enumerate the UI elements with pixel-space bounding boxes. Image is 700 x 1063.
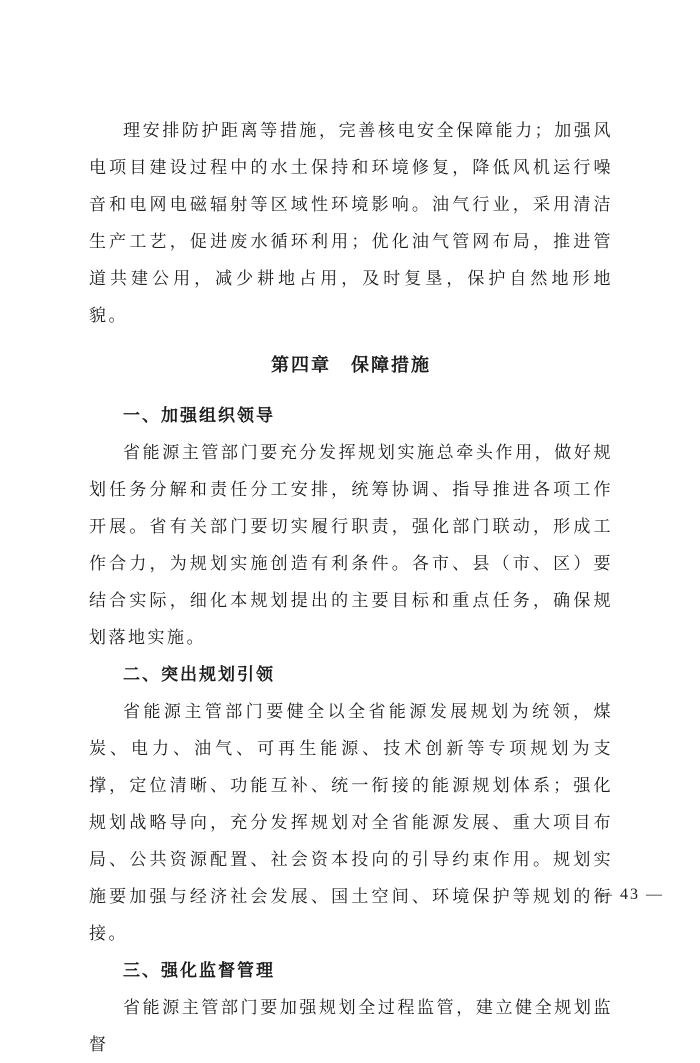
section-3-paragraph: 省能源主管部门要加强规划全过程监管，建立健全规划监督 [89,998,613,1054]
page-number: — 43 — [596,886,664,903]
section-1-heading: 一、加强组织领导 [123,406,275,425]
section-2-paragraph: 省能源主管部门要健全以全省能源发展规划为统领，煤炭、电力、油气、可再生能源、技术创新等专项规划为支撑，定位清晰、功能互补、统一衔接的能源规划体系；强化规划战略导向，充分发挥规划对全省能源发展、重大项目布局、公共资源配置、社会资本投向的引导约束作用。规划实施要加强与经济社会发展、国土空间、环境保护等规划的衔接。 [89,702,613,943]
section-1-paragraph: 省能源主管部门要充分发挥规划实施总牵头作用，做好规划任务分解和责任分工安排，统筹协调、指导推进各项工作开展。省有关部门要切实履行职责，强化部门联动，形成工作合力，为规划实施创造有利条件。各市、县（市、区）要结合实际，细化本规划提出的主要目标和重点任务，确保规划落地实施。 [89,443,613,647]
document-body [89,112,613,1063]
section-3-heading: 三、强化监督管理 [123,961,275,980]
continuation-paragraph: 理安排防护距离等措施，完善核电安全保障能力；加强风电项目建设过程中的水土保持和环境修复，降低风机运行噪音和电网电磁辐射等区域性环境影响。油气行业，采用清洁生产工艺，促进废水循环利用；优化油气管网布局，推进管道共建公用，减少耕地占用，及时复垦，保护自然地形地貌。 [89,121,613,325]
section-2-heading: 二、突出规划引领 [123,665,275,684]
chapter-title: 第四章 保障措施 [271,355,431,375]
